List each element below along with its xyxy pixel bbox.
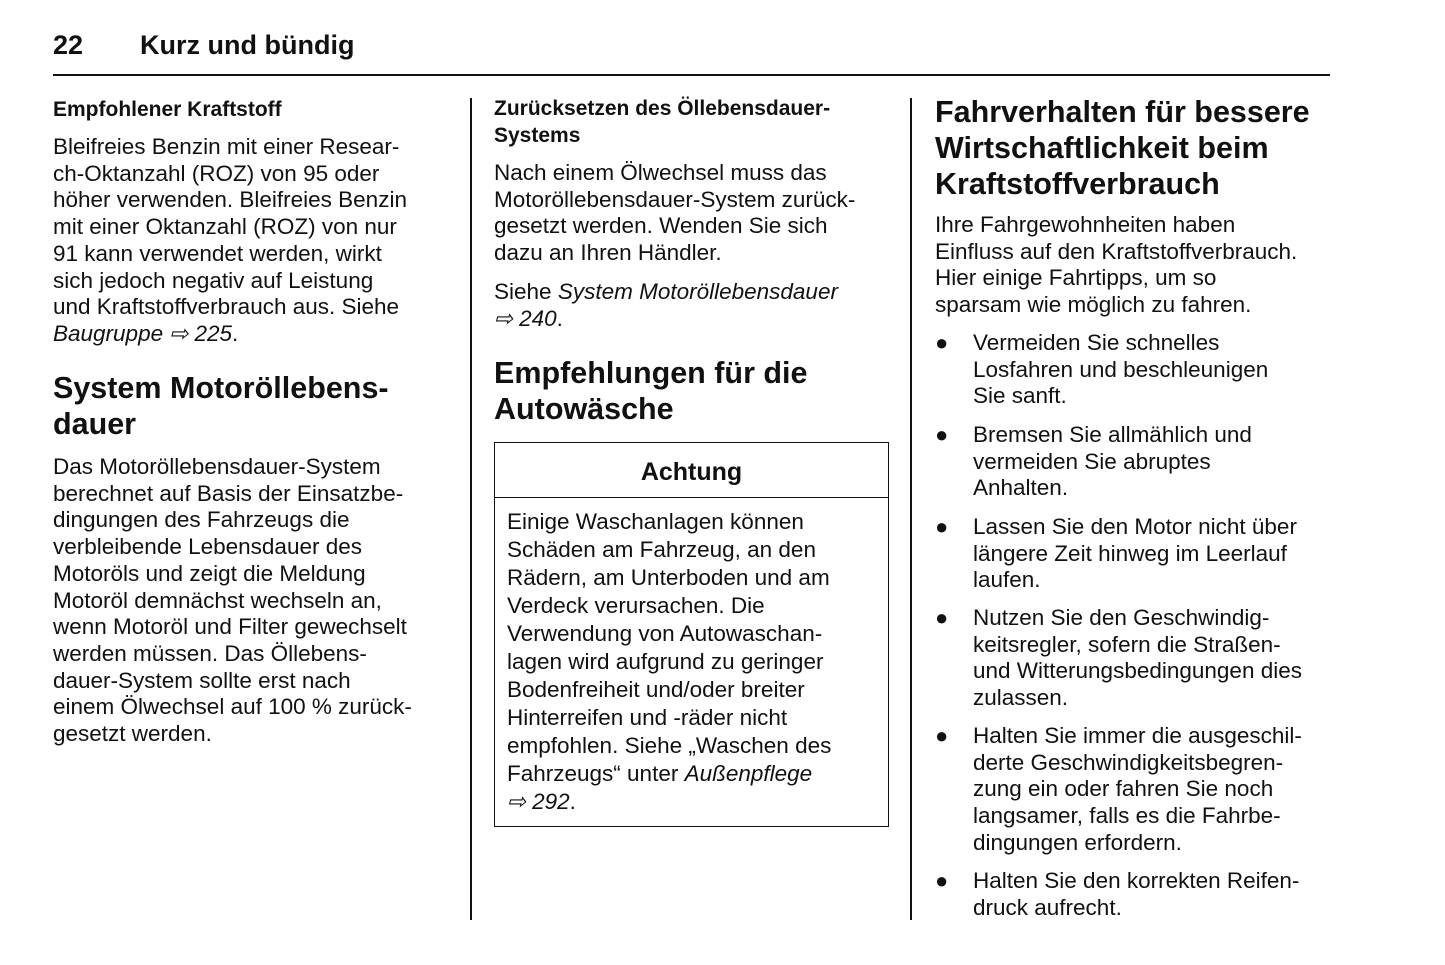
oil-life-reference-link[interactable]: System Motoröllebensdauer (557, 279, 838, 304)
chapter-title: Kurz und bündig (140, 30, 355, 60)
header-rule (53, 74, 1330, 76)
heading-oil-life: System Motoröllebens- dauer (53, 371, 389, 441)
bullet-icon: ● (935, 723, 949, 748)
heading-economy: Fahrverhalten für bessere Wirtschaftlichkeit beim Kraftstoffverbrauch (935, 95, 1310, 201)
bullet-icon: ● (935, 330, 949, 355)
page-240-link[interactable]: ⇨ 240 (494, 305, 557, 331)
paragraph-fuel: Bleifreies Benzin mit einer Resear- ch-Oktanzahl (ROZ) von 95 oder höher verwenden. Bleifreies Benzin mit einer Oktanzahl (ROZ) von nur 91 kann verwendet werden, wirkt sich jedoch negativ auf Leistung und Kraftstoffverbrauch aus. Siehe Baugruppe ⇨ 225. (53, 134, 407, 346)
column-divider (470, 98, 472, 920)
list-item-text: Vermeiden Sie schnelles Losfahren und beschleunigen Sie sanft. (973, 330, 1269, 409)
paragraph-oil-life: Das Motoröllebensdauer-System berechnet auf Basis der Einsatzbe- dingungen des Fahrzeugs die verbleibende Lebensdauer des Motoröls und zeigt die Meldung Motoröl demnächst wechseln an, wenn Motoröl und Filter gewechselt werden müssen. Das Öllebens- dauer-System sollte erst nach einem Ölwechsel auf 100 % zurück- gesetzt werden. (53, 454, 412, 747)
caution-box (494, 442, 889, 827)
caution-text: Einige Waschanlagen können Schäden am Fahrzeug, an den Rädern, am Unterboden und am Verdeck verursachen. Die Verwendung von Autowaschan- lagen wird aufgrund zu geringer Bodenfreiheit und/oder breiter Hinterreifen und -räder nicht empfohlen. Siehe „Waschen des Fahrzeugs“ unter Außenpflege ⇨ 292. (507, 509, 832, 814)
fuel-text: Bleifreies Benzin mit einer Resear- ch-Oktanzahl (ROZ) von 95 oder höher verwenden. Bleifreies Benzin mit einer Oktanzahl (ROZ) von nur 91 kann verwendet werden, wirkt sich jedoch negativ auf Leistung und Kraftstoffverbrauch aus. Siehe (53, 134, 407, 320)
bullet-icon: ● (935, 868, 949, 893)
bullet-icon: ● (935, 422, 949, 447)
heading-car-wash: Empfehlungen für die Autowäsche (494, 356, 808, 426)
bullet-icon: ● (935, 605, 949, 630)
fuel-reference-link[interactable]: Baugruppe ⇨ 225 (53, 320, 232, 346)
list-item-text: Nutzen Sie den Geschwindig- keitsregler, sofern die Straßen- und Witterungsbedingungen dies zulassen. (973, 605, 1302, 711)
list-item-text: Halten Sie den korrekten Reifen- druck aufrecht. (973, 868, 1300, 920)
list-item-text: Halten Sie immer die ausgeschil- derte Geschwindigkeitsbegren- zung ein oder fahren Sie noch langsamer, falls es die Fahrbe- dingungen erfordern. (973, 723, 1302, 855)
subheading-oil-reset: Zurücksetzen des Öllebensdauer- Systems (494, 97, 831, 147)
list-item-text: Lassen Sie den Motor nicht über längere Zeit hinweg im Leerlauf laufen. (973, 514, 1297, 593)
paragraph-see-also: Siehe System Motoröllebensdauer ⇨ 240. (494, 279, 838, 331)
paragraph-economy-intro: Ihre Fahrgewohnheiten haben Einfluss auf den Kraftstoffverbrauch. Hier einige Fahrtipps, um so sparsam wie möglich zu fahren. (935, 212, 1298, 318)
exterior-care-link[interactable]: Außenpflege (684, 761, 813, 786)
see-text: Siehe (494, 279, 558, 304)
caution-title: Achtung (495, 443, 888, 498)
bullet-icon: ● (935, 514, 949, 539)
paragraph-oil-reset: Nach einem Ölwechsel muss das Motoröllebensdauer-System zurück- gesetzt werden. Wenden Sie sich dazu an Ihren Händler. (494, 160, 856, 266)
page-number: 22 (53, 30, 84, 60)
column-divider (910, 98, 912, 920)
caution-body: Einige Waschanlagen können Schäden am Fahrzeug, an den Rädern, am Unterboden und am Verdeck verursachen. Die Verwendung von Autowaschan- lagen wird aufgrund zu geringer Bodenfreiheit und/oder breiter Hinterreifen und -räder nicht empfohlen. Siehe „Waschen des Fahrzeugs“ unter (507, 509, 832, 786)
subheading-fuel: Empfohlener Kraftstoff (53, 98, 282, 121)
list-item-text: Bremsen Sie allmählich und vermeiden Sie abruptes Anhalten. (973, 422, 1252, 501)
page-292-link[interactable]: ⇨ 292 (507, 789, 570, 814)
